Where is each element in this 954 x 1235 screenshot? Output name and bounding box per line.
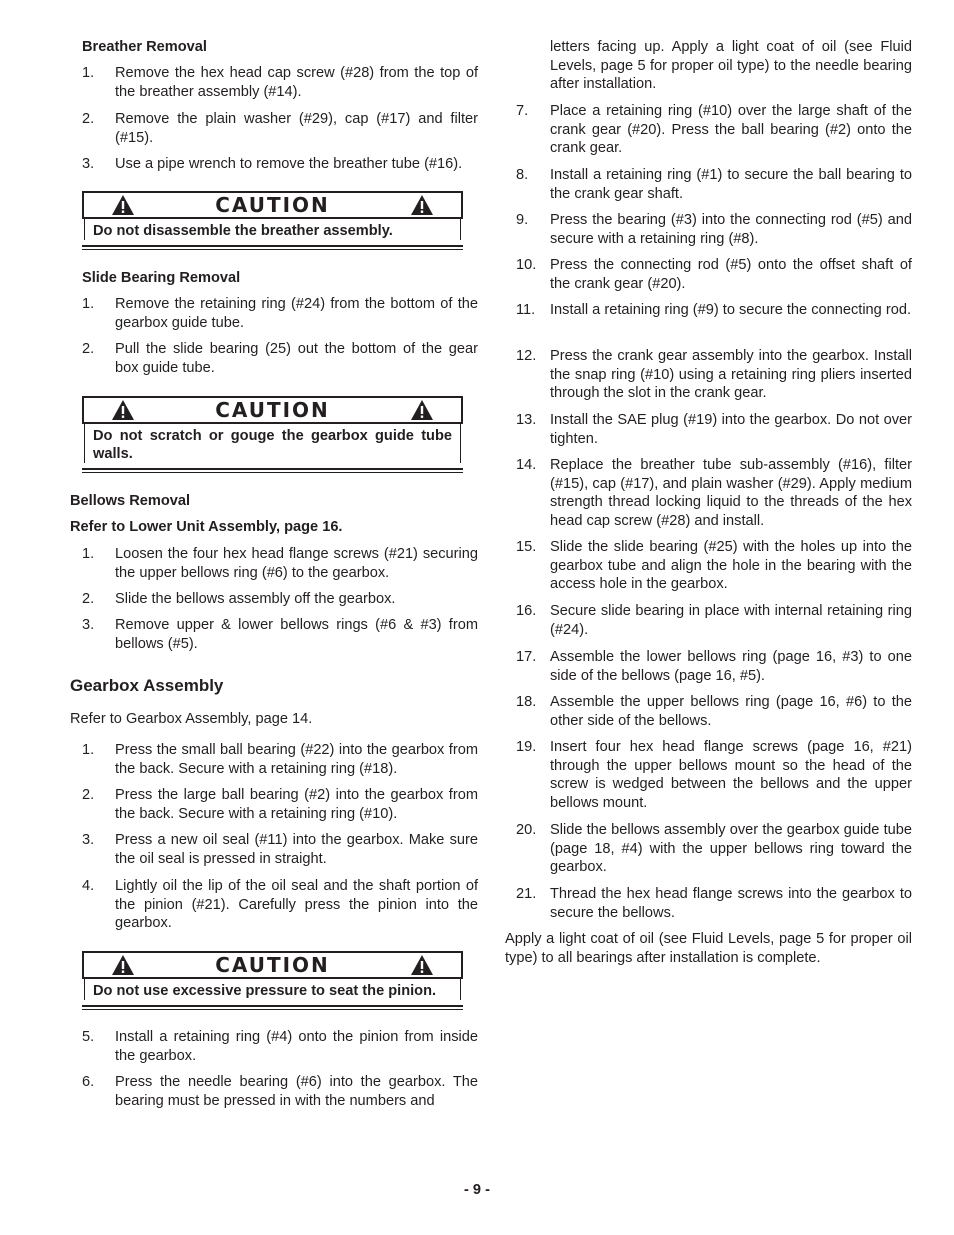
caution-header — [82, 951, 463, 979]
item-number: 8. — [516, 167, 529, 183]
item-text: Insert four hex head flange screws (page 16, #21) through the upper bellows mount so the head of the screw is wedged between the bellows and the upper bellows mount. — [550, 739, 912, 811]
list-item — [516, 256, 912, 293]
warning-triangle-icon — [411, 400, 433, 420]
item-number: 20. — [516, 822, 537, 838]
page-number: - 9 - — [464, 1182, 490, 1198]
warning-triangle-icon — [112, 955, 134, 975]
section-heading-breather-removal: Breather Removal — [82, 39, 207, 55]
item-number: 17. — [516, 649, 537, 665]
item-text: Press the small ball bearing (#22) into the gearbox from the back. Secure with a retaining ring (#18). — [115, 742, 478, 777]
caution-label: CAUTION — [215, 398, 330, 422]
item-number: 2. — [82, 787, 95, 803]
item-number: 13. — [516, 412, 537, 428]
caution-label: CAUTION — [215, 193, 330, 217]
list-item — [82, 877, 478, 933]
item-text: Assemble the lower bellows ring (page 16, #3) to one side of the bellows (page 16, #5). — [550, 649, 912, 684]
item-text: Replace the breather tube sub-assembly (#16), filter (#15), cap (#17), and plain washer (#29). Apply medium strength thread locking liquid to the threads of the hex head cap screw (#28) and install. — [550, 457, 912, 529]
caution-message: Do not use excessive pressure to seat the pinion. — [84, 979, 461, 1000]
item-text: Remove the hex head cap screw (#28) from the top of the breather assembly (#14). — [115, 65, 478, 100]
item-number: 2. — [82, 341, 95, 357]
list-item — [516, 693, 912, 730]
caution-message: Do not scratch or gouge the gearbox guide tube walls. — [84, 424, 461, 463]
item-text: Install a retaining ring (#1) to secure the ball bearing to the crank gear shaft. — [550, 167, 912, 202]
list-item — [516, 885, 912, 922]
warning-triangle-icon — [411, 955, 433, 975]
list-item — [516, 821, 912, 877]
item-number: 3. — [82, 832, 95, 848]
item-number: 16. — [516, 603, 537, 619]
item-number: 15. — [516, 539, 537, 555]
list-item — [82, 110, 478, 147]
list-item — [516, 166, 912, 203]
item-number: 3. — [82, 617, 95, 633]
item-number: 6. — [82, 1074, 95, 1090]
continuation-text: letters facing up. Apply a light coat of oil (see Fluid Levels, page 5 for proper oil type) to the needle bearing after installation. — [550, 39, 912, 93]
item-text: Remove the plain washer (#29), cap (#17) and filter (#15). — [115, 111, 478, 146]
caution-box — [82, 396, 463, 473]
item-text: Install a retaining ring (#4) onto the pinion from inside the gearbox. — [115, 1029, 478, 1064]
item-number: 1. — [82, 65, 95, 81]
list-item — [82, 155, 478, 174]
item-text: Secure slide bearing in place with internal retaining ring (#24). — [550, 603, 912, 638]
item-number: 3. — [82, 156, 95, 172]
item-text: Loosen the four hex head flange screws (#21) securing the upper bellows ring (#6) to the gearbox. — [115, 546, 478, 581]
item-number: 9. — [516, 212, 529, 228]
list-item — [516, 211, 912, 248]
item-text: Pull the slide bearing (25) out the bottom of the gear box guide tube. — [115, 341, 478, 376]
caution-divider — [82, 245, 463, 250]
item-number: 4. — [82, 878, 95, 894]
list-item — [82, 64, 478, 101]
item-number: 1. — [82, 742, 95, 758]
warning-triangle-icon — [112, 400, 134, 420]
item-text: Press the bearing (#3) into the connecting rod (#5) and secure with a retaining ring (#8). — [550, 212, 912, 247]
item-text: Press the needle bearing (#6) into the gearbox. The bearing must be pressed in with the numbers and — [115, 1074, 478, 1109]
item-number: 21. — [516, 886, 537, 902]
item-number: 19. — [516, 739, 537, 755]
item-number: 2. — [82, 111, 95, 127]
section-reference: Refer to Lower Unit Assembly, page 16. — [70, 519, 343, 535]
item-number: 11. — [516, 302, 536, 318]
list-item — [82, 831, 478, 868]
list-item — [516, 411, 912, 448]
list-item — [82, 340, 478, 377]
item-text: Slide the slide bearing (#25) with the holes up into the gearbox tube and align the hole in the bearing with the access hole in the gearbox. — [550, 539, 912, 593]
item-text: Press a new oil seal (#11) into the gearbox. Make sure the oil seal is pressed in straight. — [115, 832, 478, 867]
list-item — [516, 738, 912, 812]
item-text: Assemble the upper bellows ring (page 16, #6) to the other side of the bellows. — [550, 694, 912, 729]
item-text: Lightly oil the lip of the oil seal and the shaft portion of the pinion (#21). Carefully press the pinion into the gearbox. — [115, 878, 478, 932]
item-text: Install the SAE plug (#19) into the gearbox. Do not over tighten. — [550, 412, 912, 447]
item-number: 1. — [82, 546, 95, 562]
list-item — [82, 741, 478, 778]
item-number: 2. — [82, 591, 95, 607]
item-text: Thread the hex head flange screws into the gearbox to secure the bellows. — [550, 886, 912, 921]
list-item — [82, 545, 478, 582]
item-number: 10. — [516, 257, 537, 273]
item-text: Install a retaining ring (#9) to secure the connecting rod. — [550, 302, 911, 318]
section-intro: Refer to Gearbox Assembly, page 14. — [70, 711, 313, 727]
caution-box — [82, 191, 463, 250]
caution-divider — [82, 1005, 463, 1010]
list-item — [82, 786, 478, 823]
warning-triangle-icon — [112, 195, 134, 215]
section-heading-bellows-removal: Bellows Removal — [70, 493, 191, 509]
caution-label: CAUTION — [215, 953, 330, 977]
list-item — [516, 538, 912, 594]
item-text: Remove the retaining ring (#24) from the bottom of the gearbox guide tube. — [115, 296, 478, 331]
list-item — [516, 102, 912, 158]
item-number: 7. — [516, 103, 529, 119]
list-item — [516, 602, 912, 639]
list-item — [516, 301, 912, 320]
item-number: 14. — [516, 457, 537, 473]
caution-message: Do not disassemble the breather assembly. — [84, 219, 461, 240]
caution-header — [82, 396, 463, 424]
item-number: 12. — [516, 348, 537, 364]
list-item — [82, 295, 478, 332]
caution-box — [82, 951, 463, 1010]
list-item — [516, 347, 912, 403]
list-item — [82, 616, 478, 653]
item-text: Place a retaining ring (#10) over the large shaft of the crank gear (#20). Press the ball bearing (#2) onto the crank gear. — [550, 103, 912, 157]
section-heading-slide-bearing-removal: Slide Bearing Removal — [82, 270, 241, 286]
closing-paragraph: Apply a light coat of oil (see Fluid Levels, page 5 for proper oil type) to all bearings after installation is complete. — [505, 931, 912, 966]
list-item — [516, 648, 912, 685]
item-text: Press the connecting rod (#5) onto the offset shaft of the crank gear (#20). — [550, 257, 912, 292]
item-number: 1. — [82, 296, 95, 312]
item-number: 18. — [516, 694, 537, 710]
list-item — [82, 1028, 478, 1065]
list-item — [82, 1073, 478, 1110]
item-text: Slide the bellows assembly over the gearbox guide tube (page 18, #4) with the upper bellows ring toward the gearbox. — [550, 822, 912, 876]
section-heading-gearbox-assembly: Gearbox Assembly — [70, 676, 224, 695]
caution-header — [82, 191, 463, 219]
list-item — [516, 456, 912, 530]
item-number: 5. — [82, 1029, 95, 1045]
item-text: Press the large ball bearing (#2) into the gearbox from the back. Secure with a retaining ring (#10). — [115, 787, 478, 822]
item-text: Slide the bellows assembly off the gearbox. — [115, 591, 396, 607]
warning-triangle-icon — [411, 195, 433, 215]
item-text: Use a pipe wrench to remove the breather tube (#16). — [115, 156, 463, 172]
list-item — [82, 590, 478, 609]
item-text: Press the crank gear assembly into the gearbox. Install the snap ring (#10) using a retaining ring pliers inserted through the slot in the crank gear. — [550, 348, 912, 402]
caution-divider — [82, 468, 463, 473]
item-text: Remove upper & lower bellows rings (#6 & #3) from bellows (#5). — [115, 617, 478, 652]
